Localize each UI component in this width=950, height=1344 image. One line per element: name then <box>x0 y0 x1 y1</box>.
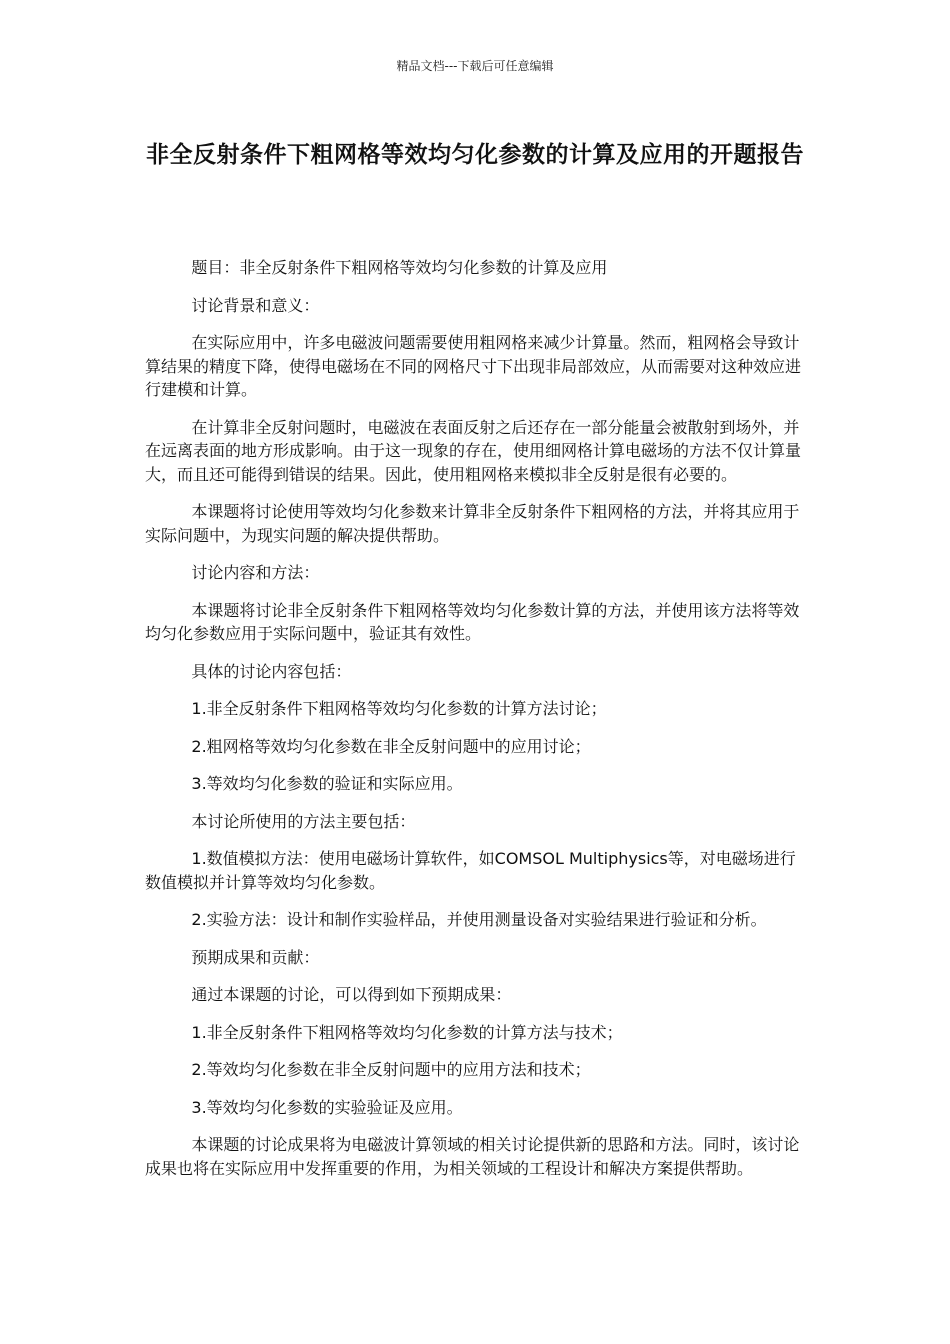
section-heading-results: 预期成果和贡献： <box>191 947 320 967</box>
paragraph: 本课题将讨论非全反射条件下粗网格等效均匀化参数计算的方法，并使用该方法将等效均匀化参数应用于实际问题中，验证其有效性。 <box>145 600 800 643</box>
paragraph: 在计算非全反射问题时，电磁波在表面反射之后还存在一部分能量会被散射到场外，并在远离表面的地方形成影响。由于这一现象的存在，使用细网格计算电磁场的方法不仅计算量大，而且还可能得到错误的结果。因此，使用粗网格来模拟非全反射是很有必要的。 <box>145 417 802 484</box>
paragraph-topic: 题目：非全反射条件下粗网格等效均匀化参数的计算及应用 <box>191 258 608 277</box>
list-item: 2.等效均匀化参数在非全反射问题中的应用方法和技术； <box>191 1060 591 1079</box>
section-heading-background: 讨论背景和意义： <box>191 295 320 315</box>
document-title: 非全反射条件下粗网格等效均匀化参数的计算及应用的开题报告 <box>146 142 804 168</box>
list-item: 3.等效均匀化参数的验证和实际应用。 <box>191 774 463 793</box>
list-item: 2.实验方法：设计和制作实验样品，并使用测量设备对实验结果进行验证和分析。 <box>191 910 767 929</box>
paragraph: 通过本课题的讨论，可以得到如下预期成果： <box>191 985 512 1004</box>
list-item: 1.数值模拟方法：使用电磁场计算软件，如COMSOL Multiphysics等，对电磁场进行数值模拟并计算等效均匀化参数。 <box>145 849 796 892</box>
paragraph: 具体的讨论内容包括： <box>191 661 352 681</box>
list-item: 1.非全反射条件下粗网格等效均匀化参数的计算方法与技术； <box>191 1022 623 1042</box>
document-body <box>145 256 810 1194</box>
paragraph: 本讨论所使用的方法主要包括： <box>191 811 416 831</box>
list-item: 3.等效均匀化参数的实验验证及应用。 <box>191 1097 463 1117</box>
list-item: 2.粗网格等效均匀化参数在非全反射问题中的应用讨论； <box>191 736 591 756</box>
list-item: 1.非全反射条件下粗网格等效均匀化参数的计算方法讨论； <box>191 699 607 718</box>
header-note: 精品文档---下载后可任意编辑 <box>396 59 554 73</box>
section-heading-content: 讨论内容和方法： <box>191 563 320 582</box>
paragraph: 本课题的讨论成果将为电磁波计算领域的相关讨论提供新的思路和方法。同时，该讨论成果也将在实际应用中发挥重要的作用，为相关领域的工程设计和解决方案提供帮助。 <box>145 1135 800 1178</box>
paragraph: 在实际应用中，许多电磁波问题需要使用粗网格来减少计算量。然而，粗网格会导致计算结果的精度下降，使得电磁场在不同的网格尺寸下出现非局部效应，从而需要对这种效应进行建模和计算。 <box>145 333 802 399</box>
paragraph: 本课题将讨论使用等效均匀化参数来计算非全反射条件下粗网格的方法，并将其应用于实际问题中，为现实问题的解决提供帮助。 <box>145 502 800 545</box>
